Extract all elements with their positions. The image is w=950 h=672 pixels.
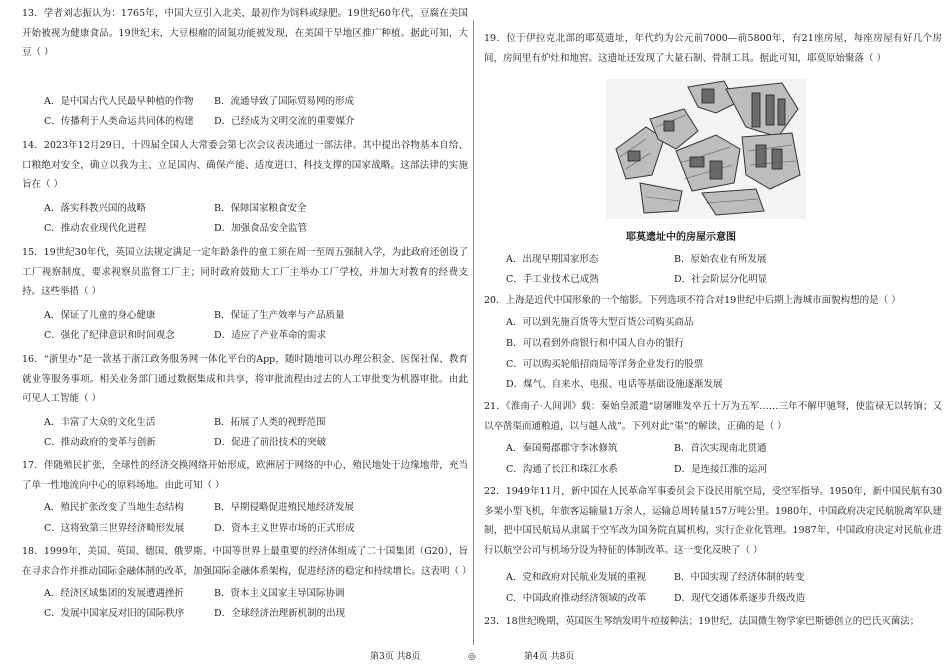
q15-option-a: A．保证了儿童的身心健康 <box>44 310 156 321</box>
q21-option-c: C．沟通了长江和珠江水系 <box>506 464 618 475</box>
q21-option-a: A．秦国蜀郡郡守李冰修筑 <box>506 443 618 454</box>
right-page-number: 第4页 共8页 <box>524 652 575 662</box>
q13-option-b: B．流通导致了国际贸易网的形成 <box>214 96 354 107</box>
q14-option-c: C．推动农业现代化进程 <box>44 223 147 234</box>
footer-mark: ◎ <box>468 652 476 662</box>
q23-stem: 23．18世纪晚期，英国医生琴纳发明牛痘接种法；19世纪，法国微生物学家巴斯德创立的巴氏灭菌法； <box>484 616 920 627</box>
q22-stem: 22．1949年11月，新中国在人民革命军事委员会下设民用航空局，受空军指导。1950年，新中国民航有30多架小型飞机，年旅客运输量1万余人，运输总周转量157万吨公里。1980年，中国政府决定民航脱离军队建制，把中国民航局从隶属于空军改为国务院直属机构，实行企业化管理。1987年，中国政府决定对民航业进行以航空公司与机场分设为特征的体制改革。这一变化反映了（ ） <box>484 486 942 556</box>
q15-option-d: D．适应了产业革命的需求 <box>214 330 327 341</box>
q20-stem: 20．上海是近代中国形象的一个缩影。下列选项不符合对19世纪中后期上海城市面貌构想的是（ ） <box>484 295 901 306</box>
q13-stem: 13．学者刘志振认为：1765年，中国大豆引入北美，最初作为饲料或绿肥。19世纪60年代，豆腐在美国开始被视为健康食品。19世纪末，大豆根瘤的固氮功能被发现，在美国干旱地区推广种植。据此可知，大豆（ ） <box>22 8 468 58</box>
q14-stem: 14．2023年12月29日，十四届全国人大常委会第七次会议表决通过一部法律。其中提出谷物基本自给、口粮绝对安全，确立以我为主、立足国内、确保产能、适度进口、科技支撑的国家战略。这部法律的实施旨在（ ） <box>22 140 468 190</box>
right-column <box>478 0 944 650</box>
q18-option-b: B．资本主义国家主导国际协调 <box>214 588 345 599</box>
q16-option-b: B．拓展了人类的视野范围 <box>214 417 326 428</box>
q17-option-a: A．殖民扩张改变了当地生态结构 <box>44 502 184 513</box>
q18-option-c: C．发展中国家反对旧的国际秩序 <box>44 608 185 619</box>
q14-option-b: B．保障国家粮食安全 <box>214 203 307 214</box>
left-page-number: 第3页 共8页 <box>370 652 421 662</box>
q13-option-a: A．是中国古代人民最早种植的作物 <box>44 96 194 107</box>
q22-option-c: C．中国政府推动经济领域的改革 <box>506 593 647 604</box>
q15-option-c: C．强化了纪律意识和时间观念 <box>44 330 175 341</box>
q16-option-c: C．推动政府的变革与创新 <box>44 437 156 448</box>
q22-option-b: B．中国实现了经济体制的转变 <box>674 572 805 583</box>
q13-option-d: D．已经成为文明交流的重要媒介 <box>214 116 355 127</box>
q16-option-d: D．促进了前沿技术的突破 <box>214 437 327 448</box>
q19-option-a: A．出现早期国家形态 <box>506 254 599 265</box>
q15-stem: 15．19世纪30年代，英国立法规定满足一定年龄条件的童工须在周一至周五强制入学，为此政府还创设了工厂视察制度，要求视察员监督工厂主；同时政府鼓励大工厂主举办工厂学校，并加大对教育的经费支持。这些举措（ ） <box>22 247 468 297</box>
q17-option-b: B．早期侵略促进殖民地经济发展 <box>214 502 354 513</box>
yemo-house-diagram <box>606 79 806 219</box>
q20-option-c: C．可以购买轮船招商局等洋务企业发行的股票 <box>506 359 704 370</box>
q16-stem: 16．“浙里办”是一款基于浙江政务服务网一体化平台的App，随时随地可以办理公积金、医保社保、教育就业等服务事项。相关业务部门通过数据集成和共享，将审批流程由过去的人工审批变为机器审批。由此可见人工智能（ ） <box>22 354 468 404</box>
q19-option-c: C．手工业技术已成熟 <box>506 274 599 285</box>
q15-option-b: B．保证了生产效率与产品质量 <box>214 310 345 321</box>
q14-option-d: D．加强食品安全监管 <box>214 223 308 234</box>
q17-option-c: C．这将致第三世界经济畸形发展 <box>44 523 185 534</box>
q19-stem: 19．位于伊拉克北部的耶莫遗址，年代约为公元前7000—前5800年，有21座房屋，每座房屋有好几个房间，房间里有炉灶和地窖。这遗址还发现了大量石制、骨制工具。据此可知，耶莫原始聚落（ ） <box>484 33 942 64</box>
q21-stem: 21．《淮南子·人间训》载：秦始皇派遣“尉屠睢发卒五十万为五军……三年不解甲驰弩，使监禄无以转饷；又以卒凿渠而通粮道，以与越人战”。下列对此“渠”的解读，正确的是（ ） <box>484 401 942 432</box>
q19-option-d: D．社会阶层分化明显 <box>674 274 768 285</box>
q22-option-d: D．现代交通体系逐步升级改造 <box>674 593 806 604</box>
q18-option-d: D．全球经济治理新机制的出现 <box>214 608 346 619</box>
q18-stem: 18．1999年，美国、英国、德国、俄罗斯、中国等世界上最重要的经济体组成了二十国集团（G20），旨在寻求合作并推动国际金融体制的改革，加强国际金融体系架构，促进经济的稳定和持续增长。这表明（ ） <box>22 546 472 577</box>
q17-option-d: D．资本主义世界市场的正式形成 <box>214 523 355 534</box>
q20-option-b: B．可以看到外商银行和中国人自办的银行 <box>506 338 684 349</box>
q13-option-c: C．传播利于人类命运共同体的构建 <box>44 116 194 127</box>
q16-option-a: A．丰富了大众的文化生活 <box>44 417 156 428</box>
q22-option-a: A．党和政府对民航业发展的重视 <box>506 572 646 583</box>
q17-stem: 17．伴随殖民扩张，全球性的经济交换网络开始形成，欧洲居于网络的中心，殖民地处于边缘地带，充当了单一性地流向中心的原料场地。由此可知（ ） <box>22 460 468 491</box>
q21-option-b: B．首次实现南北贯通 <box>674 443 767 454</box>
q14-option-a: A．落实科教兴国的战略 <box>44 203 146 214</box>
q20-option-d: D．煤气、自来水、电报、电话等基础设施逐渐发展 <box>506 379 723 390</box>
q20-option-a: A．可以到先施百货等大型百货公司购买商品 <box>506 317 694 328</box>
q19-option-b: B．原始农业有所发展 <box>674 254 767 265</box>
column-divider <box>473 20 474 645</box>
diagram-caption: 耶莫遗址中的房屋示意图 <box>626 232 736 243</box>
q21-option-d: D．是连接江淮的运河 <box>674 464 768 475</box>
left-column <box>0 0 470 650</box>
q18-option-a: A．经济区域集团的发展遭遇挫折 <box>44 588 184 599</box>
